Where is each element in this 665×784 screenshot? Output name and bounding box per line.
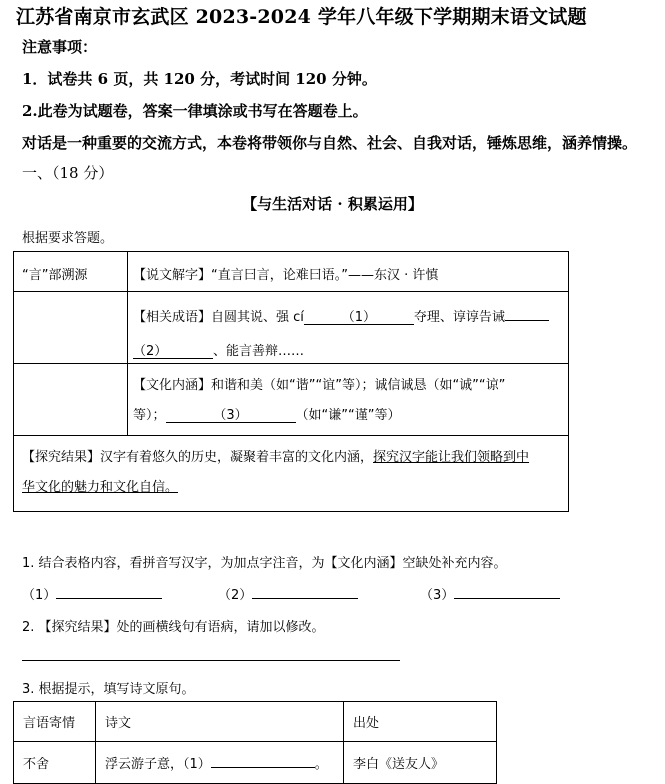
- empty-cell: [14, 292, 128, 364]
- q1-answer-1: （1）: [22, 584, 162, 603]
- cell-emotion: 不舍: [14, 742, 96, 784]
- radical-table: [13, 251, 569, 512]
- note-item-1: 1．试卷共 6 页，共 120 分，考试时间 120 分钟。: [22, 70, 377, 88]
- section-heading: 一、（18 分）: [22, 164, 114, 182]
- idioms-prefix: 【相关成语】自圆其说、强: [133, 310, 294, 325]
- answer-line-3[interactable]: [454, 584, 560, 599]
- exam-title: 江苏省南京市玄武区 2023-2024 学年八年级下学期期末语文试题: [16, 6, 587, 28]
- q1-answer-2: （2）: [218, 584, 358, 603]
- col-header-poem: 诗文: [96, 702, 344, 742]
- shuowen-text: 【说文解字】“直言曰言，论难曰语。”——东汉 · 许慎: [133, 268, 439, 283]
- blank-1[interactable]: （1）: [304, 310, 414, 325]
- table-header-cell: [14, 252, 128, 292]
- note-item-2: 2.此卷为试题卷，答案一律填涂或书写在答题卷上。: [22, 102, 368, 120]
- col-header-emotion: 言语寄情: [14, 702, 96, 742]
- cell-source: 李白《送友人》: [344, 742, 497, 784]
- question-1: 1. 结合表格内容，看拼音写汉字，为加点字注音，为【文化内涵】空缺处补充内容。: [22, 556, 507, 571]
- table-row-shuowen: [128, 252, 569, 292]
- blank-2[interactable]: （2）: [133, 344, 213, 359]
- idioms-suffix: 、能言善辩……: [213, 344, 305, 359]
- notes-heading: 注意事项：: [22, 38, 98, 56]
- result-head: 【探究结果】汉字有着悠久的历史，凝聚着丰富的文化内涵，: [22, 450, 374, 465]
- table-row-result: [14, 436, 569, 512]
- table-row-idioms: [128, 292, 569, 364]
- culture-pre: 等）；: [133, 408, 166, 423]
- idioms-mid: 夺理、谆谆告: [413, 310, 492, 325]
- cell-poem: 浮云游子意，（1） 。: [96, 742, 344, 784]
- answer-line-2[interactable]: [252, 584, 358, 599]
- q1-answer-3: （3）: [420, 584, 560, 603]
- intro-text: 对话是一种重要的交流方式，本卷将带领你与自然、社会、自我对话，锤炼思维，涵养情操。: [22, 134, 638, 152]
- col-header-source: 出处: [344, 702, 497, 742]
- result-underlined-b: 华文化的魅力和文化自信。: [22, 480, 179, 495]
- dotted-char: 诫: [491, 310, 505, 325]
- result-underlined-a: 探究汉字能让我们领略到中: [373, 450, 530, 465]
- question-2: 2. 【探究结果】处的画横线句有语病，请加以修改。: [22, 620, 325, 635]
- culture-post: （如“谦”“谨”等）: [295, 408, 401, 423]
- question-3: 3. 根据提示，填写诗文原句。: [22, 682, 195, 697]
- q2-answer-line[interactable]: [22, 660, 400, 661]
- empty-cell: [14, 364, 128, 436]
- instruction-text: 根据要求答题。: [22, 231, 114, 246]
- poem-table: [13, 701, 497, 784]
- answer-line-1[interactable]: [56, 584, 162, 599]
- table-row-culture: [128, 364, 569, 436]
- section-subtitle: 【与生活对话 · 积累运用】: [242, 195, 423, 213]
- table-header-label: “言”部溯源: [22, 268, 88, 283]
- poem-blank-1[interactable]: [211, 753, 315, 768]
- blank-3[interactable]: （3）: [166, 408, 296, 423]
- culture-line-1: 【文化内涵】和谐和美（如“谐”“谊”等）；诚信诚恳（如“诚”“谅”: [133, 378, 506, 393]
- blank-trailing-line: [505, 306, 549, 321]
- pinyin-ci: cí: [293, 310, 304, 325]
